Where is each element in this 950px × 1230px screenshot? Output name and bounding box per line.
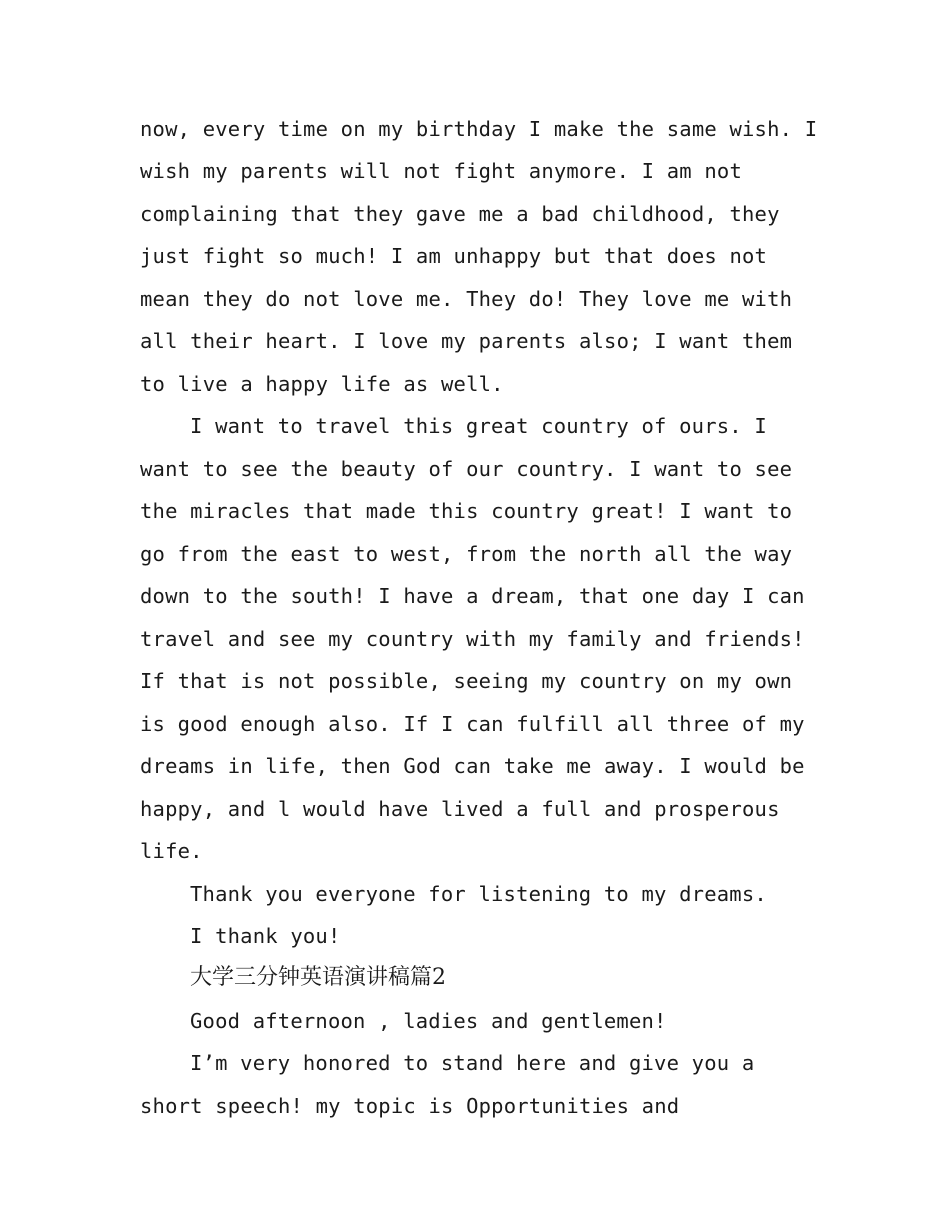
text-line: is good enough also. If I can fulfill all three of my — [140, 712, 805, 736]
text-line: go from the east to west, from the north all the way — [140, 542, 793, 566]
paragraph-first-line: I thank you! — [190, 924, 341, 948]
paragraph-first-line: Thank you everyone for listening to my dreams. — [190, 882, 767, 906]
text-line: short speech! my topic is Opportunities and — [140, 1094, 680, 1118]
text-line: down to the south! I have a dream, that one day I can — [140, 584, 805, 608]
text-line: now, every time on my birthday I make the same wish. I — [140, 117, 818, 141]
paragraph-first-line: I want to travel this great country of ours. I — [190, 414, 767, 438]
text-line: wish my parents will not fight anymore. I am not — [140, 159, 743, 183]
paragraph-first-line: I’m very honored to stand here and give you a — [190, 1051, 755, 1075]
text-line: want to see the beauty of our country. I want to see — [140, 457, 793, 481]
text-line: mean they do not love me. They do! They love me with — [140, 287, 793, 311]
paragraph-first-line: Good afternoon , ladies and gentlemen! — [190, 1009, 667, 1033]
text-line: If that is not possible, seeing my country on my own — [140, 669, 793, 693]
text-line: all their heart. I love my parents also; I want them — [140, 329, 793, 353]
text-line: dreams in life, then God can take me away. I would be — [140, 754, 805, 778]
text-line: happy, and l would have lived a full and prosperous — [140, 797, 780, 821]
text-line: the miracles that made this country great! I want to — [140, 499, 793, 523]
text-line: to live a happy life as well. — [140, 372, 504, 396]
text-line: travel and see my country with my family and friends! — [140, 627, 805, 651]
text-line: life. — [140, 839, 203, 863]
section-heading: 大学三分钟英语演讲稿篇2 — [190, 965, 446, 990]
text-line: just fight so much! I am unhappy but that does not — [140, 244, 768, 268]
text-line: complaining that they gave me a bad childhood, they — [140, 202, 780, 226]
